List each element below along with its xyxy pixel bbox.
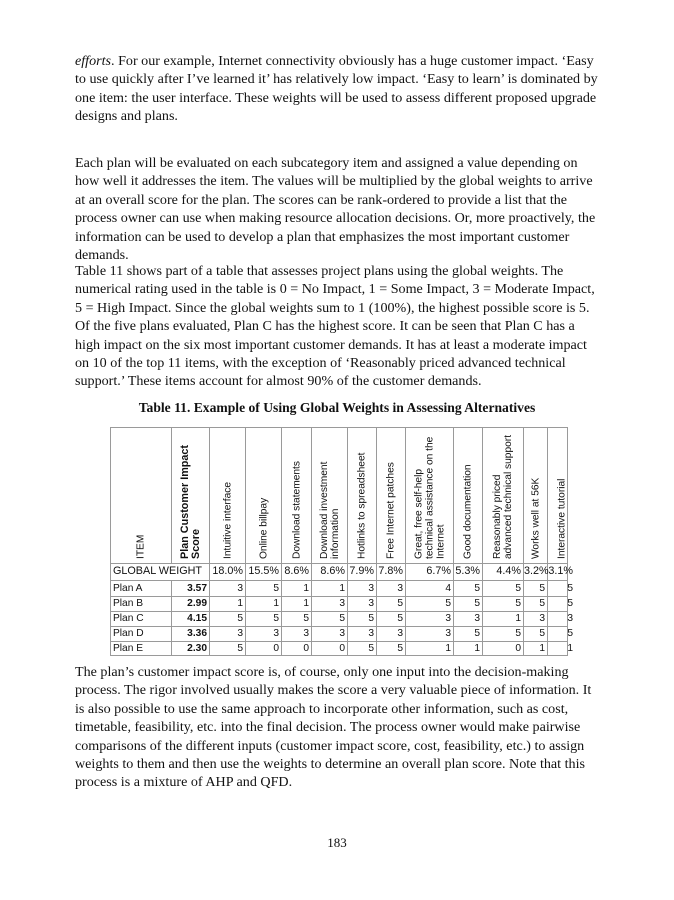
header-cell [524, 428, 548, 563]
header-label: Free Internet patches [385, 462, 397, 559]
rating-cell: 3 [210, 626, 246, 641]
rating-cell: 5 [246, 581, 282, 596]
paragraph-table11 [75, 262, 603, 391]
plan-score-cell: 2.99 [172, 596, 210, 611]
global-weight-cell: 8.6% [282, 563, 312, 580]
rating-cell: 3 [377, 626, 406, 641]
plan-name-cell: Plan E [111, 641, 172, 656]
table-row [111, 581, 573, 597]
rating-cell: 3 [348, 626, 377, 641]
table-row [111, 626, 573, 642]
rating-cell: 3 [210, 581, 246, 596]
rating-cell: 3 [406, 611, 454, 626]
header-cell [210, 428, 246, 563]
plan-score-cell: 4.15 [172, 611, 210, 626]
rating-cell: 5 [567, 598, 573, 609]
plan-score-cell: 3.36 [172, 626, 210, 641]
header-cell [548, 428, 575, 563]
rating-cell: 3 [377, 581, 406, 596]
global-weight-cell: 18.0% [210, 563, 246, 580]
rating-cell: 3 [246, 626, 282, 641]
global-weight-cell: 7.8% [377, 563, 406, 580]
rating-cell: 1 [454, 641, 483, 656]
paragraph-evaluation [75, 154, 603, 264]
header-label: Reasonably priced advanced technical support [492, 434, 514, 559]
header-cell [483, 428, 524, 563]
header-label: Great, free self-help technical assistance on the Internet [413, 436, 446, 559]
header-cell [282, 428, 312, 563]
rating-cell: 3 [524, 611, 548, 626]
rating-cell: 0 [312, 641, 348, 656]
rating-cell: 5 [483, 596, 524, 611]
rating-cell: 5 [282, 611, 312, 626]
header-label: Hotlinks to spreadsheet [356, 452, 368, 559]
rating-cell: 3 [348, 581, 377, 596]
header-label: ITEM [135, 534, 147, 559]
page-number: 183 [327, 835, 347, 850]
table-header-row [111, 428, 567, 564]
rating-cell: 5 [210, 611, 246, 626]
header-cell [312, 428, 348, 563]
table11-text: Table 11 shows part of a table that assesses project plans using the global weights. The numerical rating used in the table is 0 = No Impact, 1 = Some Impact, 3 = Moderate Impact, 5 = High Impact. Since the global weights sum to 1 (100%), the highest possible score is 5. Of the five plans evaluated, Plan C has the highest score. It can be seen that Plan C has a high impact on the six most important customer demands. It has at least a moderate impact on 10 of the top 11 items, with the exception of ‘Reasonably priced advanced technical support.’ These items account for almost 90% of the customer demands. [75, 263, 595, 390]
rating-cell: 5 [567, 628, 573, 639]
rating-cell: 5 [483, 581, 524, 596]
emphasis-efforts: efforts [75, 53, 112, 69]
global-weight-cell: 6.7% [406, 563, 454, 580]
rating-cell: 1 [567, 643, 573, 654]
rating-cell: 5 [454, 596, 483, 611]
global-weight-cell: 7.9% [348, 563, 377, 580]
global-weight-cell: 3.2% [524, 563, 548, 580]
paragraph-conclusion [75, 663, 603, 792]
rating-cell: 0 [282, 641, 312, 656]
plan-name-cell: Plan A [111, 581, 172, 596]
global-weight-cell: 4.4% [483, 563, 524, 580]
global-weight-row [111, 563, 573, 581]
rating-cell: 1 [282, 581, 312, 596]
plan-name-cell: Plan D [111, 626, 172, 641]
rating-cell: 5 [377, 611, 406, 626]
header-label: Works well at 56K [530, 477, 541, 559]
header-label: Good documentation [462, 464, 474, 559]
rating-cell: 5 [377, 596, 406, 611]
global-weight-cell: 3.1% [548, 565, 573, 577]
header-cell [348, 428, 377, 563]
rating-cell: 1 [246, 596, 282, 611]
rating-cell: 5 [524, 581, 548, 596]
rating-cell: 3 [348, 596, 377, 611]
header-cell [454, 428, 483, 563]
global-weight-cell: 15.5% [246, 563, 282, 580]
rating-cell: 5 [524, 596, 548, 611]
plan-score-cell: 3.57 [172, 581, 210, 596]
plan-name-cell: Plan C [111, 611, 172, 626]
rating-cell: 5 [406, 596, 454, 611]
rating-cell: 1 [483, 611, 524, 626]
conclusion-text: The plan’s customer impact score is, of course, only one input into the decision-making process. The rigor involved usually makes the score a very valuable piece of information. It is also possible to use the same approach to incorporate other information, such as cost, timetable, feasibility, etc. into the final decision. The process owner would make pairwise comparisons of the different inputs (customer impact score, cost, feasibility, etc.) to assign weights to them and then use the weights to determine an overall plan score. Note that this process is a mixture of AHP and QFD. [75, 664, 592, 791]
rating-cell: 5 [454, 581, 483, 596]
rating-cell: 5 [567, 583, 573, 594]
rating-cell: 3 [282, 626, 312, 641]
rating-cell: 4 [406, 581, 454, 596]
header-cell [377, 428, 406, 563]
rating-cell: 1 [282, 596, 312, 611]
header-label: Interactive tutorial [556, 478, 567, 559]
rating-cell: 1 [524, 641, 548, 656]
rating-cell: 5 [312, 611, 348, 626]
rating-cell: 3 [454, 611, 483, 626]
rating-cell: 5 [348, 611, 377, 626]
global-weight-cell: 8.6% [312, 563, 348, 580]
rating-cell: 3 [312, 596, 348, 611]
header-cell [246, 428, 282, 563]
global-weight-label: GLOBAL WEIGHT [111, 563, 210, 580]
rating-cell: 5 [524, 626, 548, 641]
table-caption: Table 11. Example of Using Global Weights in Assessing Alternatives [138, 400, 536, 415]
rating-cell: 3 [567, 613, 573, 624]
assessment-table [110, 427, 573, 656]
plan-score-cell: 2.30 [172, 641, 210, 656]
intro-text: . For our example, Internet connectivity obviously has a huge customer impact. ‘Easy to use quickly after I’ve learned it’ has relatively low impact. ‘Easy to learn’ is dominated by one item: the user interface. These weights will be used to assess different proposed upgrade designs and plans. [75, 53, 598, 125]
evaluation-text: Each plan will be evaluated on each subcategory item and assigned a value depending on how well it addresses the item. The values will be multiplied by the global weights to arrive at an overall score for the plan. The scores can be rank-ordered to provide a list that the process owner can use when making resource allocation decisions. Or, more proactively, the information can be used to develop a plan that emphasizes the most important customer demands. [75, 155, 596, 264]
rating-cell: 3 [406, 626, 454, 641]
rating-cell: 5 [454, 626, 483, 641]
header-cell [111, 428, 172, 563]
table-row [111, 596, 573, 612]
rating-cell: 5 [348, 641, 377, 656]
header-label: Intuitive interface [222, 481, 233, 559]
header-label: Download statements [291, 461, 302, 559]
header-cell [406, 428, 454, 563]
rating-cell: 1 [210, 596, 246, 611]
rating-cell: 5 [210, 641, 246, 656]
header-label: Online billpay [258, 497, 269, 559]
header-label: Download investment information [318, 461, 341, 559]
paragraph-intro [75, 52, 603, 126]
rating-cell: 0 [483, 641, 524, 656]
rating-cell: 1 [406, 641, 454, 656]
header-label: Plan Customer Impact Score [178, 445, 202, 559]
rating-cell: 0 [246, 641, 282, 656]
rating-cell: 5 [483, 626, 524, 641]
plan-name-cell: Plan B [111, 596, 172, 611]
header-cell [172, 428, 210, 563]
global-weight-cell: 5.3% [454, 563, 483, 580]
rating-cell: 3 [312, 626, 348, 641]
rating-cell: 1 [312, 581, 348, 596]
rating-cell: 5 [246, 611, 282, 626]
table-row [111, 641, 573, 656]
table-row [111, 611, 573, 627]
rating-cell: 5 [377, 641, 406, 656]
